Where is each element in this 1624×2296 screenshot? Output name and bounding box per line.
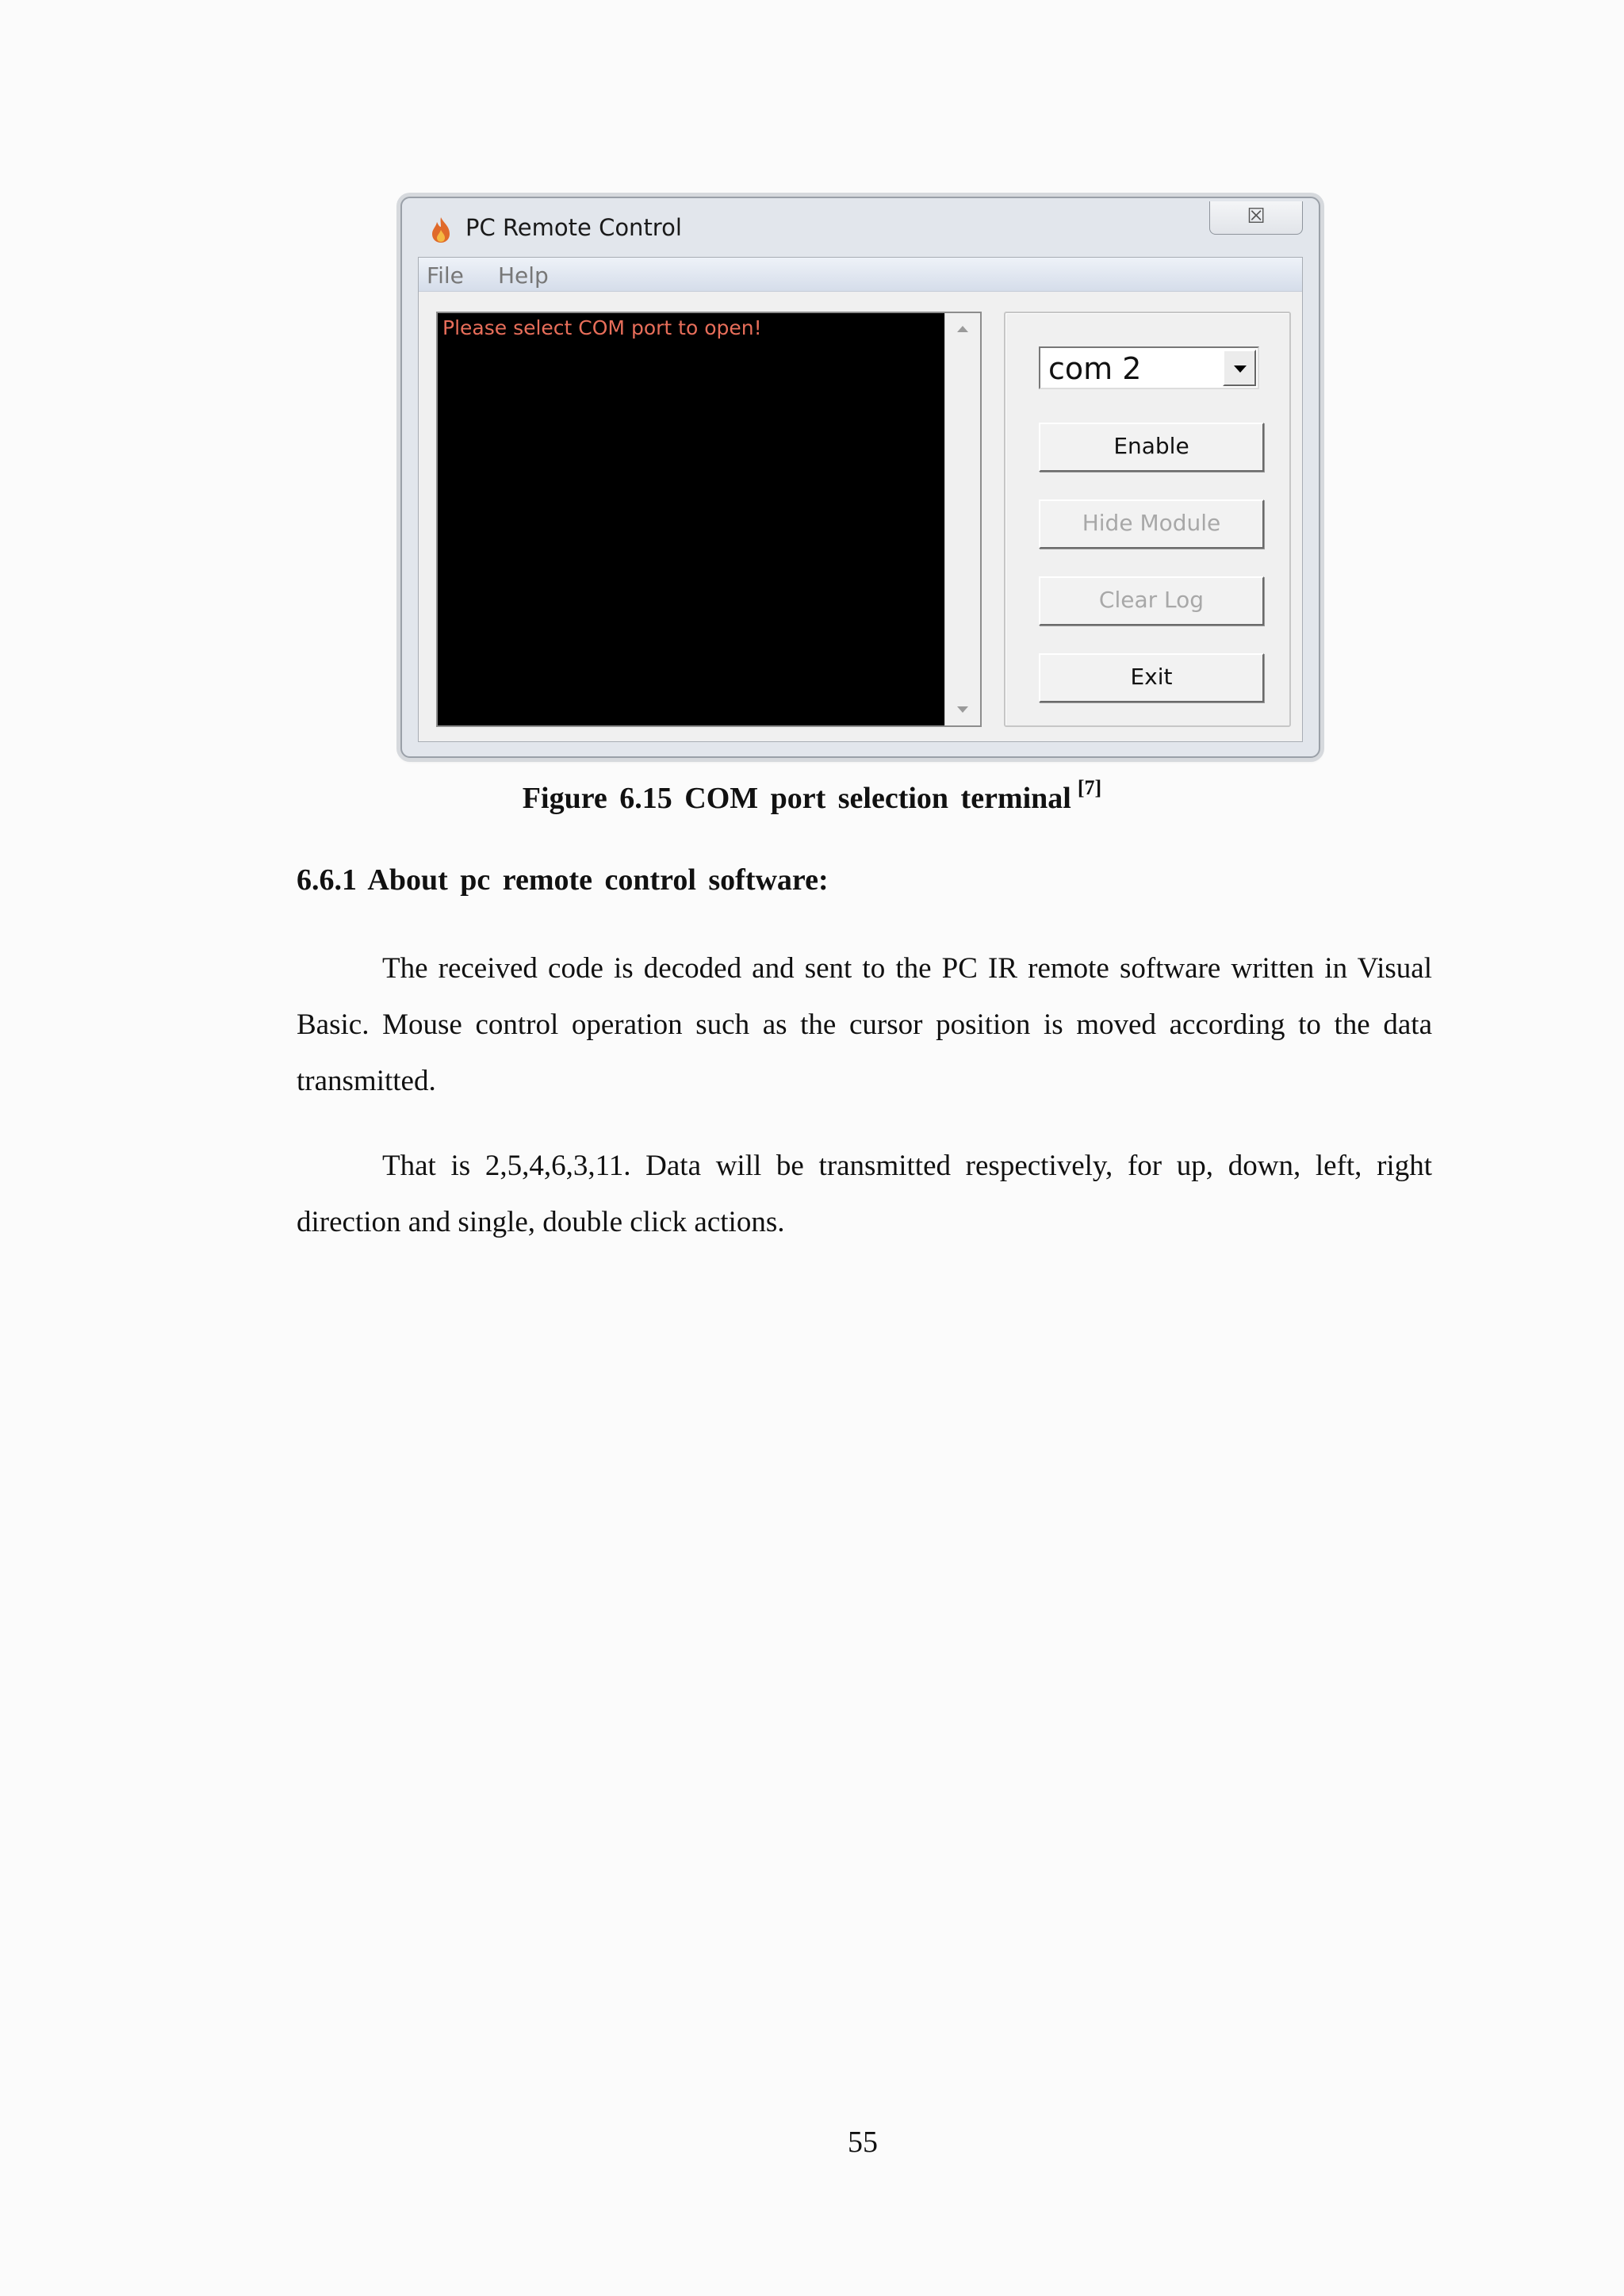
menu-file[interactable]: File [427, 262, 464, 289]
scroll-up-icon[interactable] [957, 326, 968, 332]
com-port-value: com 2 [1048, 351, 1142, 386]
flame-icon [429, 216, 453, 244]
log-area [438, 313, 945, 725]
log-scrollbar[interactable] [944, 313, 980, 725]
menu-help[interactable]: Help [498, 262, 549, 289]
hide-module-button[interactable]: Hide Module [1039, 499, 1264, 549]
control-panel [1004, 312, 1291, 727]
title-bar[interactable] [402, 198, 1319, 252]
window-title: PC Remote Control [465, 214, 682, 241]
window-client-area [418, 257, 1303, 742]
scroll-down-icon[interactable] [957, 706, 968, 713]
close-button[interactable] [1209, 201, 1303, 235]
paragraph-1: The received code is decoded and sent to the PC IR remote software written in Visual Basic. Mouse control operation such as the cursor position is moved according to the data transmitted. [297, 952, 1432, 1097]
log-box[interactable] [436, 312, 982, 727]
com-port-select[interactable] [1039, 346, 1259, 389]
enable-button[interactable]: Enable [1039, 423, 1264, 472]
clear-log-button[interactable]: Clear Log [1039, 576, 1264, 626]
dropdown-button[interactable] [1223, 350, 1256, 386]
figure-caption [0, 776, 1624, 816]
paragraph-2: That is 2,5,4,6,3,11. Data will be transmitted respectively, for up, down, left, right direction and single, double click actions. [297, 1150, 1432, 1238]
log-message: Please select COM port to open! [442, 316, 762, 339]
caption-text: Figure 6.15 COM port selection terminal [522, 782, 1071, 815]
close-icon: ☒ [1247, 205, 1266, 228]
page-number: 55 [848, 2126, 878, 2159]
section-heading: 6.6.1 About pc remote control software: [297, 863, 829, 897]
menu-bar [419, 258, 1302, 292]
pc-remote-control-window [400, 197, 1320, 758]
chevron-down-icon [1234, 365, 1247, 373]
exit-button[interactable]: Exit [1039, 653, 1264, 702]
caption-reference: [7] [1077, 776, 1102, 799]
